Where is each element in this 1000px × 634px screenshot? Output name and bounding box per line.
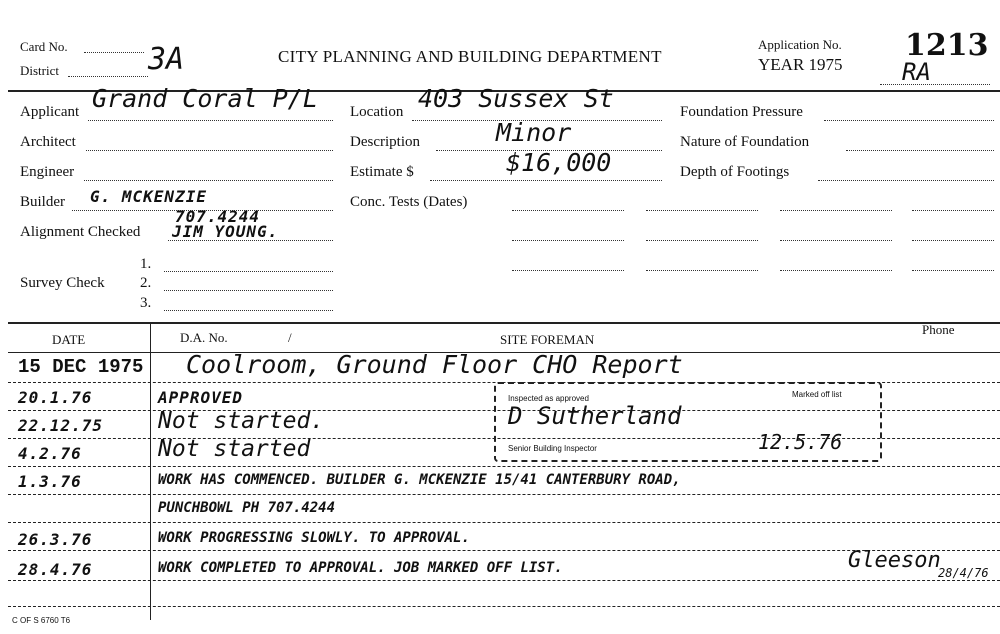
- description-value: Minor: [496, 118, 572, 147]
- row-entry: Not started: [158, 436, 311, 462]
- stamp-marked-label: Marked off list: [792, 390, 842, 399]
- row-date: 15 DEC 1975: [18, 356, 144, 378]
- engineer-label: Engineer: [20, 164, 75, 180]
- da-header: D.A. No.: [180, 330, 228, 345]
- district-label: District: [20, 63, 59, 78]
- row-entry: APPROVED: [158, 388, 244, 407]
- conc-field-1c: [780, 210, 892, 211]
- stamp-date: 12.5.76: [758, 430, 843, 454]
- survey-num-2: 2.: [140, 275, 152, 291]
- application-number: 1213: [905, 28, 989, 63]
- row-line: [8, 522, 1000, 523]
- da-slash: /: [288, 330, 292, 345]
- row-entry: Coolroom, Ground Floor CHO Report: [186, 350, 683, 379]
- foundation-pressure-label: Foundation Pressure: [680, 104, 803, 120]
- site-foreman-header: SITE FOREMAN: [500, 332, 595, 347]
- row-line: [8, 466, 1000, 467]
- location-value: 403 Sussex St: [418, 84, 614, 113]
- table-top-border: [8, 322, 1000, 324]
- inspector-signature: Gleeson: [848, 548, 941, 573]
- conc-field-2b: [646, 240, 758, 241]
- signature-date: 28/4/76: [938, 566, 989, 580]
- conc-field-2a: [512, 240, 624, 241]
- description-label: Description: [350, 134, 420, 150]
- builder-value: G. MCKENZIE: [90, 187, 207, 206]
- row-entry: WORK HAS COMMENCED. BUILDER G. MCKENZIE 15/41 CANTERBURY ROAD,: [158, 472, 681, 488]
- conc-field-3c: [780, 270, 892, 271]
- conc-field-3a: [512, 270, 624, 271]
- conc-field-2c: [780, 240, 892, 241]
- alignment-label: Alignment Checked: [20, 224, 141, 240]
- card-no-label: Card No.: [20, 39, 68, 54]
- row-line: [8, 606, 1000, 607]
- estimate-label: Estimate $: [350, 164, 414, 180]
- conc-field-1a: [512, 210, 624, 211]
- builder-phone: 707.4244: [175, 207, 261, 226]
- depth-footings-label: Depth of Footings: [680, 164, 790, 180]
- department-title: CITY PLANNING AND BUILDING DEPARTMENT: [278, 47, 662, 66]
- depth-footings-field: [818, 180, 994, 181]
- row-entry: WORK PROGRESSING SLOWLY. TO APPROVAL.: [158, 530, 470, 546]
- district-value: 3A: [148, 42, 185, 77]
- right-field-3: [912, 270, 994, 271]
- applicant-label: Applicant: [20, 104, 80, 120]
- builder-label: Builder: [20, 194, 65, 210]
- application-no-field: [880, 84, 990, 85]
- conc-tests-label: Conc. Tests (Dates): [350, 194, 468, 210]
- row-date: 4.2.76: [18, 444, 82, 463]
- district-field: [68, 76, 148, 77]
- application-initials: RA: [902, 58, 931, 86]
- right-field-2: [912, 240, 994, 241]
- architect-label: Architect: [20, 134, 76, 150]
- survey-num-3: 3.: [140, 295, 152, 311]
- row-date: 26.3.76: [18, 530, 93, 549]
- location-label: Location: [350, 104, 404, 120]
- row-line: [8, 580, 1000, 581]
- survey-num-1: 1.: [140, 256, 152, 272]
- nature-foundation-label: Nature of Foundation: [680, 134, 810, 150]
- stamp-inspected-label: Inspected as approved: [508, 394, 589, 403]
- date-column-divider: [150, 322, 151, 620]
- stamp-title: Senior Building Inspector: [508, 444, 597, 453]
- row-entry: PUNCHBOWL PH 707.4244: [158, 500, 336, 516]
- form-code: C OF S 6760 T6: [12, 616, 71, 625]
- row-entry: WORK COMPLETED TO APPROVAL. JOB MARKED OFF LIST.: [158, 560, 563, 576]
- row-date: 1.3.76: [18, 472, 82, 491]
- alignment-value: JIM YOUNG.: [172, 222, 279, 241]
- phone-header: Phone: [922, 322, 955, 337]
- nature-foundation-field: [846, 150, 994, 151]
- estimate-field: [430, 180, 662, 181]
- row-entry: Not started.: [158, 408, 325, 434]
- estimate-value: $16,000: [506, 148, 612, 177]
- right-field-1: [912, 210, 994, 211]
- conc-field-3b: [646, 270, 758, 271]
- survey-field-2: [164, 290, 333, 291]
- stamp-signature: D Sutherland: [508, 402, 682, 430]
- survey-check-label: Survey Check: [20, 275, 105, 291]
- row-date: 28.4.76: [18, 560, 93, 579]
- row-date: 22.12.75: [18, 416, 104, 435]
- card-no-field: [84, 52, 144, 53]
- date-header: DATE: [52, 332, 86, 347]
- foundation-pressure-field: [824, 120, 994, 121]
- applicant-field: [88, 120, 333, 121]
- engineer-field: [84, 180, 333, 181]
- row-line: [8, 494, 1000, 495]
- application-no-label: Application No.: [758, 37, 842, 52]
- conc-field-1b: [646, 210, 758, 211]
- architect-field: [86, 150, 333, 151]
- row-date: 20.1.76: [18, 388, 93, 407]
- survey-field-1: [164, 271, 333, 272]
- year-label: YEAR 1975: [758, 55, 843, 74]
- survey-field-3: [164, 310, 333, 311]
- applicant-value: Grand Coral P/L: [92, 84, 318, 113]
